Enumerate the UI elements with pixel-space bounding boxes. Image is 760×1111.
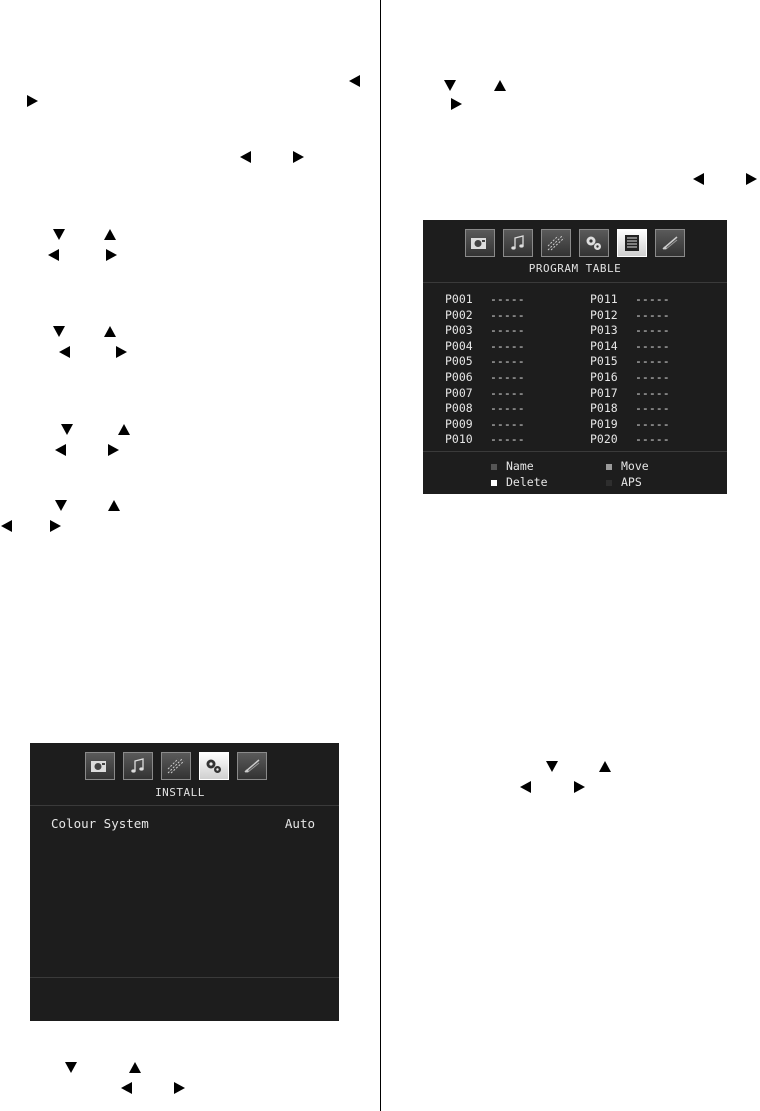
program-number[interactable]: P006 — [445, 370, 473, 384]
program-table-icon[interactable] — [617, 229, 647, 257]
program-name[interactable]: ----- — [490, 401, 525, 416]
right-arrow-icon — [106, 249, 117, 261]
right-arrow-icon — [451, 98, 462, 110]
program-number[interactable]: P010 — [445, 432, 473, 447]
divider-line — [423, 451, 727, 452]
left-arrow-icon — [48, 249, 59, 261]
right-arrow-icon — [574, 781, 585, 793]
program-number[interactable]: P013 — [590, 323, 618, 338]
right-arrow-icon — [108, 444, 119, 456]
right-arrow-icon — [27, 95, 38, 107]
up-arrow-icon — [104, 326, 116, 337]
program-name[interactable]: ----- — [490, 370, 525, 384]
up-arrow-icon — [108, 500, 120, 511]
program-number[interactable]: P020 — [590, 432, 618, 447]
program-name[interactable]: ----- — [635, 432, 670, 447]
program-number[interactable]: P016 — [590, 370, 618, 384]
right-arrow-icon — [746, 173, 757, 185]
program-name[interactable]: ----- — [490, 338, 525, 353]
menu-icon-row — [465, 229, 685, 257]
picture-icon[interactable] — [465, 229, 495, 257]
program-number[interactable]: P003 — [445, 323, 473, 338]
legend-name-label: Name — [506, 459, 534, 473]
sound-icon[interactable] — [123, 752, 153, 780]
up-arrow-icon — [129, 1062, 141, 1073]
install-icon[interactable] — [579, 229, 609, 257]
program-name[interactable]: ----- — [490, 432, 525, 447]
program-name[interactable]: ----- — [490, 385, 525, 400]
legend-name — [491, 459, 534, 473]
left-arrow-icon — [693, 173, 704, 185]
program-name[interactable]: ----- — [635, 385, 670, 400]
legend-move-label: Move — [621, 459, 649, 473]
features-icon[interactable] — [161, 752, 191, 780]
picture-icon[interactable] — [85, 752, 115, 780]
program-name[interactable]: ----- — [635, 416, 670, 431]
move-key-icon — [606, 464, 612, 470]
menu-icon-row — [85, 752, 267, 780]
program-name[interactable]: ----- — [635, 307, 670, 322]
up-arrow-icon — [118, 424, 130, 435]
program-number[interactable]: P002 — [445, 307, 473, 322]
program-name[interactable]: ----- — [635, 323, 670, 338]
right-arrow-icon — [50, 520, 61, 532]
program-number[interactable]: P019 — [590, 416, 618, 431]
left-arrow-icon — [55, 444, 66, 456]
left-arrow-icon — [349, 75, 360, 87]
program-name[interactable]: ----- — [490, 416, 525, 431]
program-number[interactable]: P012 — [590, 307, 618, 322]
legend-delete — [491, 475, 548, 489]
source-icon[interactable] — [237, 752, 267, 780]
features-icon[interactable] — [541, 229, 571, 257]
sound-icon[interactable] — [503, 229, 533, 257]
legend-move — [606, 459, 649, 473]
down-arrow-icon — [65, 1062, 77, 1073]
program-number[interactable]: P009 — [445, 416, 473, 431]
down-arrow-icon — [53, 229, 65, 240]
colour-system-label[interactable]: Colour System — [51, 816, 149, 831]
program-name[interactable]: ----- — [490, 307, 525, 322]
down-arrow-icon — [55, 500, 67, 511]
program-number[interactable]: P015 — [590, 354, 618, 369]
colour-system-value[interactable]: Auto — [284, 816, 315, 831]
program-name[interactable]: ----- — [490, 323, 525, 338]
program-name[interactable]: ----- — [635, 338, 670, 353]
osd-title: INSTALL — [155, 786, 205, 799]
program-name[interactable]: ----- — [635, 354, 670, 369]
up-arrow-icon — [494, 80, 506, 91]
delete-key-icon — [491, 480, 497, 486]
legend-delete-label: Delete — [506, 475, 548, 489]
program-number[interactable]: P017 — [590, 385, 618, 400]
program-name[interactable]: ----- — [635, 370, 670, 384]
program-number[interactable]: P018 — [590, 401, 618, 416]
up-arrow-icon — [104, 229, 116, 240]
program-name[interactable]: ----- — [635, 401, 670, 416]
aps-key-icon — [606, 480, 612, 486]
down-arrow-icon — [61, 424, 73, 435]
program-number[interactable]: P005 — [445, 354, 473, 369]
program-name[interactable]: ----- — [635, 292, 670, 306]
program-number[interactable]: P004 — [445, 338, 473, 353]
install-screen — [30, 743, 339, 1021]
down-arrow-icon — [53, 326, 65, 337]
down-arrow-icon — [444, 80, 456, 91]
divider-line — [30, 977, 339, 978]
name-key-icon — [491, 464, 497, 470]
divider-line — [30, 805, 339, 806]
source-icon[interactable] — [655, 229, 685, 257]
left-arrow-icon — [520, 781, 531, 793]
program-number[interactable]: P008 — [445, 401, 473, 416]
right-arrow-icon — [174, 1082, 185, 1094]
program-name[interactable]: ----- — [490, 354, 525, 369]
down-arrow-icon — [546, 761, 558, 772]
program-table-screen — [423, 220, 727, 494]
program-name[interactable]: ----- — [490, 292, 525, 306]
program-number[interactable]: P001 — [445, 292, 473, 306]
left-arrow-icon — [59, 346, 70, 358]
osd-title: PROGRAM TABLE — [528, 262, 622, 275]
program-number[interactable]: P014 — [590, 338, 618, 353]
right-arrow-icon — [116, 346, 127, 358]
program-number[interactable]: P011 — [590, 292, 618, 306]
legend-aps-label: APS — [621, 475, 642, 489]
left-arrow-icon — [1, 520, 12, 532]
divider-line — [423, 282, 727, 283]
column-divider — [380, 0, 381, 1111]
left-arrow-icon — [121, 1082, 132, 1094]
left-arrow-icon — [240, 151, 251, 163]
install-icon[interactable] — [199, 752, 229, 780]
program-number[interactable]: P007 — [445, 385, 473, 400]
right-arrow-icon — [293, 151, 304, 163]
legend-aps — [606, 475, 642, 489]
up-arrow-icon — [599, 761, 611, 772]
